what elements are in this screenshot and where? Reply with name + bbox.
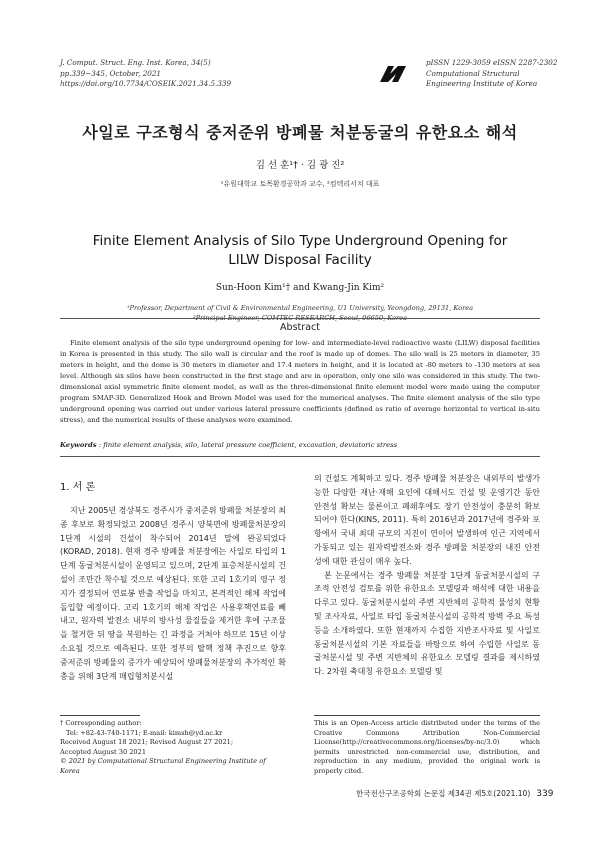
publisher-line-2: Engineering Institute of Korea <box>426 79 538 88</box>
section-heading-introduction: 1. 서 론 <box>60 482 96 493</box>
keywords <box>60 441 397 449</box>
journal-line: J. Comput. Struct. Eng. Inst. Korea, 34(5) <box>60 58 211 67</box>
affiliation-english-2: ²Principal Engineer, COMTEC RESEARCH, Seoul, 06650, Korea <box>193 313 407 322</box>
title-korean: 사일로 구조형식 중저준위 방폐물 처분동굴의 유한요소 해석 <box>82 123 518 142</box>
footnote-rule-right <box>314 715 540 716</box>
intro-paragraph-3: 본 논문에서는 경주 방폐물 처분장 1단계 동굴처분시설의 구조적 안전성 검토를 위한 유한요소 모델링과 해석에 대한 내용을 다루고 있다. 동굴처분시설의 주변 지반체의 공학적 물성치 현황 및 조사자료, 사일로 타입 동굴처분시설의 공학적 방벽 주요 특성 등을 소개하였다. 또한 현재까지 수집한 지반조사자료 및 사일로 동굴처분시설의 기본 자료들을 바탕으로 하여 수립한 사일로 동굴처분시설 및 주변 지반체의 유한요소 모델링 결과를 제시하였다. 2차원 축대칭 유한요소 모델링 및 <box>314 570 540 677</box>
intro-paragraph-1: 지난 2005년 경상북도 경주시가 중저준위 방폐물 처분장의 최종 후보로 확정되었고 2008년 경주시 양북면에 방폐물처분장의 1단계 시설의 건설이 착수되어 2014년 말에 완공되었다(KORAD, 2018). 현재 경주 방폐물 처분장에는 사일로 타입의 1단계 동굴처분시설이 운영되고 있으며, 2단계 표층처분시설의 건설이 조만간 착수될 것으로 예상된다. 또한 고리 1호기의 영구 정지가 결정되어 연료봉 반출 작업을 마치고, 본격적인 해체 작업에 돌입할 예정이다. 고리 1호기의 해체 작업은 사용후핵연료를 빼내고, 원자력 발전소 내부의 방사성 물질들을 제거한 후에 구조물을 철거한 뒤 땅을 복원하는 긴 과정을 거쳐야 하므로 15년 이상 소요될 것으로 예측된다. 또한 정부의 탈핵 정책 추진으로 향후 중저준위 방폐물의 증가가 예상되어 방폐물처분장의 추가적인 확충을 위해 3단계 매립형처분시설 <box>60 506 286 681</box>
footnote-rule-left <box>60 715 140 716</box>
title-english <box>0 232 600 270</box>
journal-footer: 한국전산구조공학회 논문집 제34권 제5호(2021.10) <box>356 789 531 798</box>
contact-info: Tel: +82-43-740-1171; E-mail: kimsh@yd.ac.kr <box>66 728 223 737</box>
affiliation-english-1: ¹Professor, Department of Civil & Environmental Engineering, U1 University, Yeongdong, 29131, Korea <box>126 304 474 312</box>
abstract-heading: Abstract <box>280 322 320 333</box>
issn-block <box>426 58 557 90</box>
right-column <box>314 472 540 679</box>
affiliation-english <box>0 304 600 323</box>
title-english-line-1: Finite Element Analysis of Silo Type Underground Opening for <box>92 233 508 249</box>
intro-paragraph-2: 의 건설도 계획하고 있다. 경주 방폐물 처분장은 내외부의 발생가능한 다양한 재난·재해 요인에 대해서도 건설 및 운영기간 동안 안전성 확보는 물론이고 폐쇄후에도 장기 안전성이 충분히 확보되어야 한다(KINS, 2011). 특히 2016년과 2017년에 경주와 포항에서 국내 최대 규모의 지진이 연이어 발생하여 인근 지역에서 가동되고 있는 원자력발전소와 경주 방폐물 처분장의 내진 안전성에 대한 관심이 매우 높다. <box>314 474 540 566</box>
accepted-date: Accepted August 30 2021 <box>60 747 147 756</box>
pages-line: pp.339~345, October, 2021 <box>60 68 162 78</box>
license-notice: This is an Open-Access article distributed under the terms of the Creative Commons Attribution Non-Commercial License(http://creativecommons.org/licenses/by-nc/3.0) which permits unrestricted non-commercial use, distribution, and reproduction in any medium, provided the original work is properly cited. <box>314 719 540 775</box>
publisher-line-1: Computational Structural <box>426 68 520 78</box>
doi-link[interactable]: https://doi.org/10.7734/COSEIK.2021.34.5.339 <box>60 79 232 88</box>
received-dates: Received August 18 2021; Revised August 27 2021; <box>60 738 234 747</box>
keywords-label: Keywords <box>60 441 97 449</box>
abstract-bottom-rule <box>60 456 540 457</box>
abstract-text: Finite element analysis of the silo type underground opening for low- and intermediate-level radioactive waste (LILW) disposal facilities in Korea is presented in this study. The silo wall is circular and the roof is made up of domes. The silo wall is 25 meters in diameter, 35 meters in height, and the dome is 30 meters in diameter and 17.4 meters in height, and it is located at -80 meters to -130 meters at sea level. Although six silos have been constructed in the first stage and are in operation, only one silo was considered in this study. The two-dimensional axial symmetric finite element model, as well as the three-dimensional finite element model were made using the computer program SMAP-3D. Generalized Hoek and Brown Model was used for the numerical analyses. The finite element analysis of the silo type underground opening was carried out under various lateral pressure coefficients (defined as ratio of average horizontal to vertical in-situ stress), and the numerical results of these analyses were examined. <box>60 339 540 424</box>
abstract-top-rule <box>60 318 540 319</box>
footnote-left <box>60 719 286 777</box>
keywords-text: : finite element analysis, silo, lateral pressure coefficient, excavation, deviatoric stress <box>96 441 398 449</box>
page-number: 339 <box>536 789 554 799</box>
page-footer <box>356 788 553 799</box>
journal-citation <box>60 58 231 90</box>
authors-korean: 김 선 훈¹† · 김 광 진² <box>255 160 345 171</box>
coseik-logo-icon <box>378 62 408 86</box>
corresponding-author: † Corresponding author: <box>60 719 142 727</box>
affiliation-korean: ¹유원대학교 토목환경공학과 교수, ²컴텍리서치 대표 <box>220 180 380 188</box>
issn-line: pISSN 1229-3059 eISSN 2287-2302 <box>426 58 558 67</box>
copyright: © 2021 by Computational Structural Engineering Institute of Korea <box>60 757 266 775</box>
title-english-line-2: LILW Disposal Facility <box>228 252 372 268</box>
authors-english: Sun-Hoon Kim¹† and Kwang-Jin Kim² <box>215 283 385 293</box>
left-column <box>60 504 286 683</box>
